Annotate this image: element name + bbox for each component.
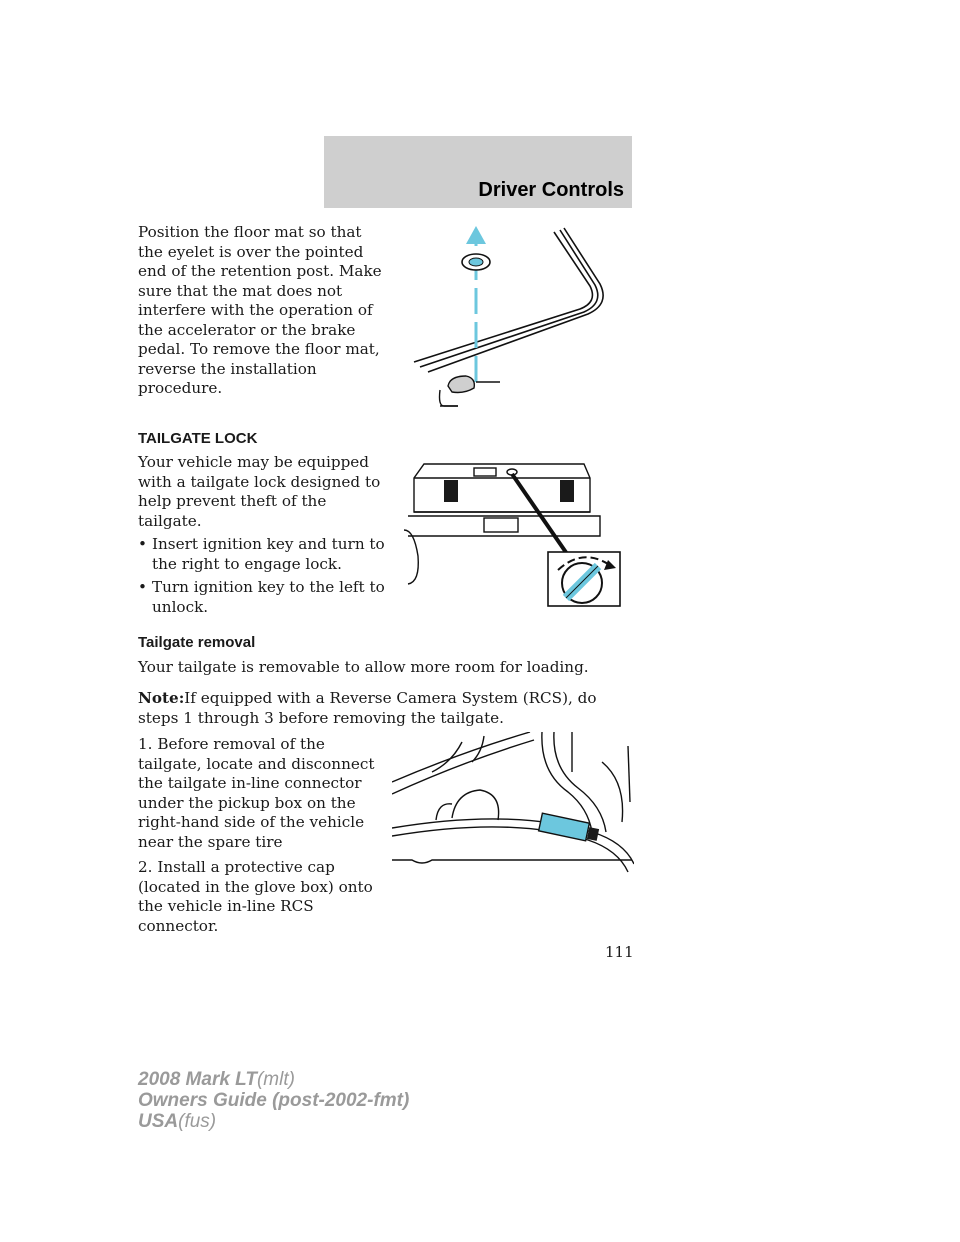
list-item <box>138 535 388 574</box>
header-band <box>324 136 632 208</box>
note-text: If equipped with a Reverse Camera System (RCS), do steps 1 through 3 before removing the tailgate. <box>138 689 597 727</box>
tailgate-removal-heading: Tailgate removal <box>138 634 256 651</box>
connector-illustration <box>392 732 634 886</box>
footer-market: USA <box>138 1111 179 1132</box>
footer-model-code: (mlt) <box>256 1069 295 1090</box>
footer-guide: Owners Guide (post-2002-fmt) <box>138 1090 410 1111</box>
tailgate-removal-steps <box>138 735 388 936</box>
bullet-icon: • <box>138 578 147 596</box>
footer-model: 2008 Mark LT <box>138 1069 257 1090</box>
arrow-head-icon <box>466 226 486 244</box>
tailgate-lock-illustration <box>404 460 626 610</box>
note-label: Note: <box>138 689 185 707</box>
document-footer <box>138 1069 409 1132</box>
tailgate-lock-heading: TAILGATE LOCK <box>138 430 258 447</box>
step-1: 1. Before removal of the tailgate, locate and disconnect the tailgate in-line connector under the pickup box on the right-hand side of the vehicle near the spare tire <box>138 735 375 851</box>
floor-mat-text: Position the floor mat so that the eyelet is over the pointed end of the retention post. Make sure that the mat does not interfere with the operation of the accelerator or the brake pedal. To remove the floor mat, reverse the installation procedure. <box>138 223 382 397</box>
tailgate-lock-intro: Your vehicle may be equipped with a tailgate lock designed to help prevent theft of the tailgate. <box>138 453 381 530</box>
floor-mat-illustration <box>404 222 636 412</box>
list-item <box>138 578 388 617</box>
list-item-text: Insert ignition key and turn to the right to engage lock. <box>152 535 385 573</box>
tailgate-lock-section <box>138 453 388 617</box>
section-title: Driver Controls <box>478 179 624 201</box>
footer-market-code: (fus) <box>178 1111 217 1132</box>
tailgate-removal-intro: Your tailgate is removable to allow more room for loading. <box>138 658 589 676</box>
list-item-text: Turn ignition key to the left to unlock. <box>152 578 385 616</box>
rcs-connector-icon <box>539 813 599 841</box>
retention-post-icon <box>440 376 501 406</box>
step-2: 2. Install a protective cap (located in the glove box) onto the vehicle in-line RCS connector. <box>138 858 373 935</box>
tailgate-removal-note <box>138 689 628 728</box>
page-number: 111 <box>605 943 634 961</box>
bullet-icon: • <box>138 535 147 553</box>
